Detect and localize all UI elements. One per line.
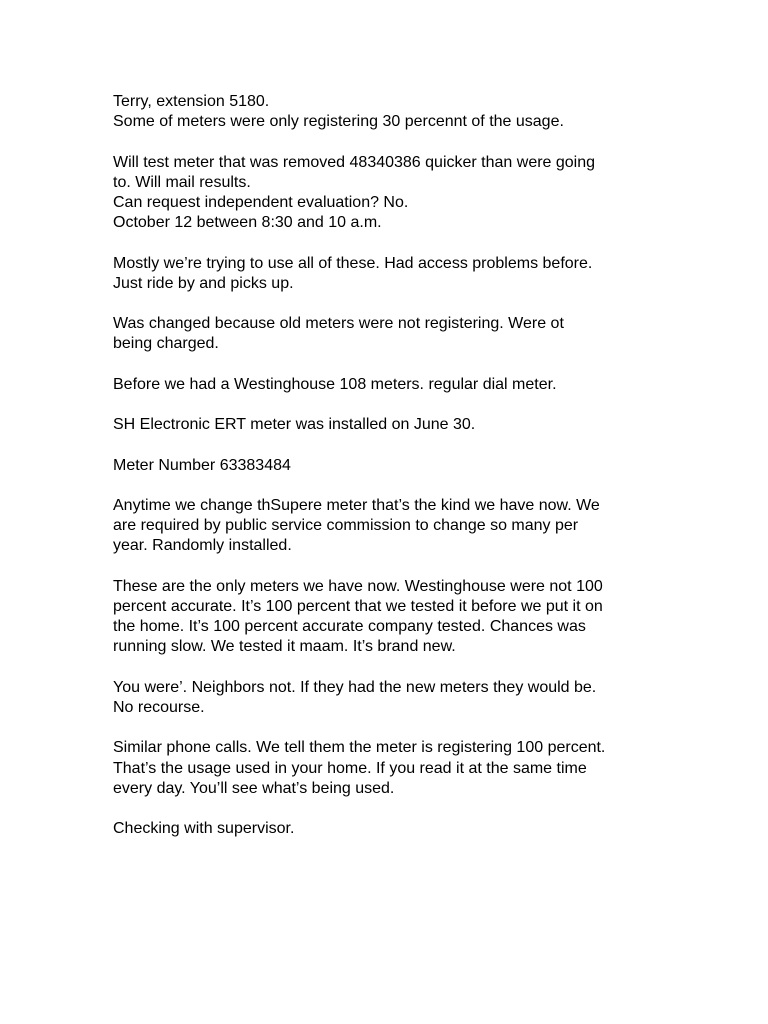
paragraph-westinghouse	[113, 375, 673, 395]
text-line: Meter Number 63383484	[113, 456, 291, 474]
paragraph-access	[113, 254, 673, 294]
text-line: October 12 between 8:30 and 10 a.m.	[113, 214, 382, 232]
paragraph-contact	[113, 92, 673, 132]
text-line: Some of meters were only registering 30 percennt of the usage.	[113, 113, 564, 131]
text-line: Similar phone calls. We tell them the meter is registering 100 percent.	[113, 739, 606, 757]
paragraph-commission	[113, 496, 673, 557]
text-line: Anytime we change thSupere meter that’s the kind we have now. We	[113, 496, 600, 514]
text-line: SH Electronic ERT meter was installed on June 30.	[113, 416, 476, 434]
text-line: These are the only meters we have now. Westinghouse were not 100	[113, 577, 603, 595]
text-line: That’s the usage used in your home. If you read it at the same time	[113, 759, 587, 777]
text-line: are required by public service commission to change so many per	[113, 517, 579, 535]
paragraph-changed	[113, 314, 673, 354]
paragraph-phone-calls	[113, 738, 673, 799]
text-line: Can request independent evaluation? No.	[113, 194, 409, 211]
text-line: year. Randomly installed.	[113, 537, 292, 555]
paragraph-accuracy	[113, 577, 673, 658]
paragraph-meter-number	[113, 456, 673, 476]
text-line: percent accurate. It’s 100 percent that we tested it before we put it on	[113, 597, 603, 615]
text-line: Checking with supervisor.	[113, 820, 295, 838]
text-line: No recourse.	[113, 698, 205, 716]
text-line: being charged.	[113, 335, 219, 353]
paragraph-neighbors	[113, 678, 673, 718]
paragraph-ert-meter	[113, 415, 673, 435]
text-line: every day. You’ll see what’s being used.	[113, 779, 395, 797]
text-line: the home. It’s 100 percent accurate company tested. Chances was	[113, 618, 586, 636]
paragraph-supervisor	[113, 819, 673, 839]
text-line: Will test meter that was removed 48340386 quicker than were going	[113, 153, 596, 171]
text-line: You were’. Neighbors not. If they had the new meters they would be.	[113, 678, 597, 696]
text-line: running slow. We tested it maam. It’s brand new.	[113, 638, 456, 656]
text-line: Before we had a Westinghouse 108 meters. regular dial meter.	[113, 375, 557, 393]
text-line: Terry, extension 5180.	[113, 93, 270, 110]
text-line: Mostly we’re trying to use all of these. Had access problems before.	[113, 254, 593, 272]
paragraph-meter-test	[113, 153, 673, 234]
text-line: Was changed because old meters were not registering. Were ot	[113, 315, 564, 333]
text-line: Just ride by and picks up.	[113, 274, 294, 292]
text-line: to. Will mail results.	[113, 173, 251, 191]
document-body	[113, 92, 673, 860]
